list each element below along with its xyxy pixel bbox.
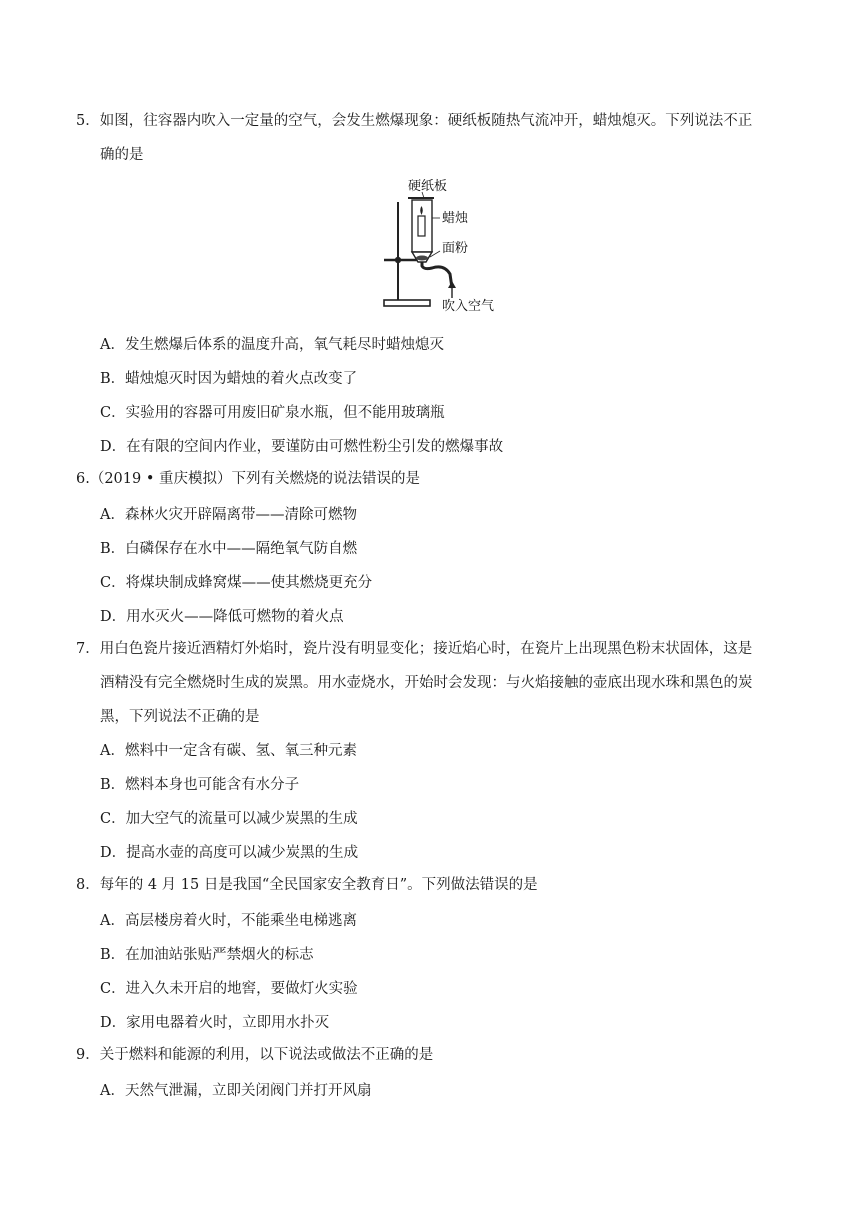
candle-flame xyxy=(420,206,423,215)
question-8-line-1: 8．每年的 4 月 15 日是我国“全民国家安全教育日”。下列做法错误的是 xyxy=(76,877,538,893)
question-6-stem xyxy=(76,462,796,496)
clamp-knob xyxy=(395,257,401,263)
question-6-line-1: 6.（2019 • 重庆模拟）下列有关燃烧的说法错误的是 xyxy=(76,471,421,487)
label-candle: 蜡烛 xyxy=(442,211,469,226)
question-5-line-2: 确的是 xyxy=(100,147,144,163)
question-7-stem xyxy=(76,632,796,734)
question-8-option-b: B．在加油站张贴严禁烟火的标志 xyxy=(100,947,314,963)
candle xyxy=(418,216,425,236)
question-5-option-a: A．发生燃爆后体系的温度升高，氧气耗尽时蜡烛熄灭 xyxy=(100,337,444,353)
question-5-option-b: B．蜡烛熄灭时因为蜡烛的着火点改变了 xyxy=(100,371,358,387)
question-5-stem xyxy=(76,104,796,172)
label-flour: 面粉 xyxy=(442,241,469,256)
air-tube xyxy=(422,262,452,288)
question-8-option-d: D．家用电器着火时，立即用水扑灭 xyxy=(100,1015,330,1031)
question-5-option-d: D．在有限的空间内作业，要谨防由可燃性粉尘引发的燃爆事故 xyxy=(100,439,504,455)
air-arrow-head xyxy=(448,281,456,288)
question-7-line-1: 7．用白色瓷片接近酒精灯外焰时，瓷片没有明显变化；接近焰心时，在瓷片上出现黑色粉末状固体，这是 xyxy=(76,641,753,657)
flour xyxy=(416,256,428,261)
label-cardboard: 硬纸板 xyxy=(408,179,448,194)
question-7-option-d: D．提高水壶的高度可以减少炭黑的生成 xyxy=(100,845,359,861)
question-9-stem xyxy=(76,1038,796,1072)
question-8-option-a: A．高层楼房着火时，不能乘坐电梯逃离 xyxy=(100,913,357,929)
question-7-option-c: C．加大空气的流量可以减少炭黑的生成 xyxy=(100,811,358,827)
question-7-line-3: 黑，下列说法不正确的是 xyxy=(100,709,260,725)
question-9-option-a: A．天然气泄漏，立即关闭阀门并打开风扇 xyxy=(100,1083,372,1099)
question-5-line-1: 5．如图，往容器内吹入一定量的空气，会发生燃爆现象：硬纸板随热气流冲开，蜡烛熄灭。下列说法不正 xyxy=(76,113,753,129)
label-blow-air: 吹入空气 xyxy=(442,299,495,314)
apparatus-diagram xyxy=(374,178,510,318)
question-8-stem xyxy=(76,868,796,902)
question-6-option-c: C．将煤块制成蜂窝煤——使其燃烧更充分 xyxy=(100,575,373,591)
question-8-option-c: C．进入久未开启的地窖，要做灯火实验 xyxy=(100,981,358,997)
question-7-option-b: B．燃料本身也可能含有水分子 xyxy=(100,777,300,793)
question-5-option-c: C．实验用的容器可用废旧矿泉水瓶，但不能用玻璃瓶 xyxy=(100,405,445,421)
stand-base xyxy=(384,300,430,306)
question-6-option-d: D．用水灭火——降低可燃物的着火点 xyxy=(100,609,344,625)
question-6-option-a: A．森林火灾开辟隔离带——清除可燃物 xyxy=(100,507,357,523)
experiment-figure xyxy=(374,178,510,318)
question-7-line-2: 酒精没有完全燃烧时生成的炭黑。用水壶烧水，开始时会发现：与火焰接触的壶底出现水珠和黑色的炭 xyxy=(100,675,753,691)
question-7-option-a: A．燃料中一定含有碳、氢、氧三种元素 xyxy=(100,743,357,759)
question-6-option-b: B．白磷保存在水中——隔绝氧气防自燃 xyxy=(100,541,358,557)
question-9-line-1: 9．关于燃料和能源的利用，以下说法或做法不正确的是 xyxy=(76,1047,434,1063)
